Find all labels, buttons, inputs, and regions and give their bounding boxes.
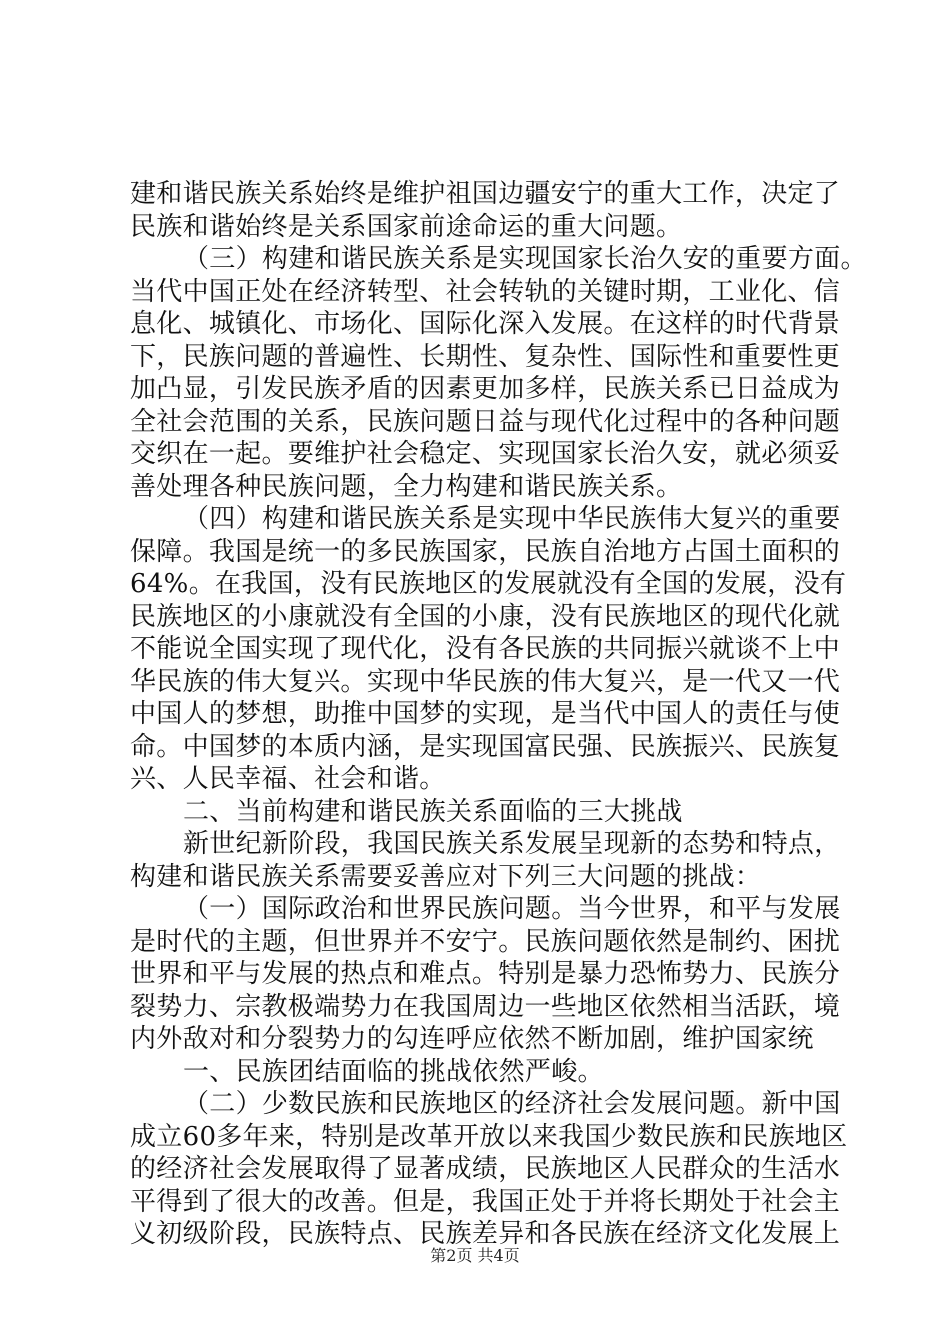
text-line: 命。中国梦的本质内涵，是实现国富民强、民族振兴、民族复 bbox=[130, 731, 841, 762]
text-line: 加凸显，引发民族矛盾的因素更加多样，民族关系已日益成为 bbox=[130, 374, 841, 404]
text-line: 下，民族问题的普遍性、长期性、复杂性、国际性和重要性更 bbox=[130, 341, 841, 372]
text-line: 义初级阶段，民族特点、民族差异和各民族在经济文化发展上 bbox=[130, 1219, 841, 1249]
text-line: 新世纪新阶段，我国民族关系发展呈现新的态势和特点， bbox=[183, 829, 841, 859]
text-line: 华民族的伟大复兴。实现中华民族的伟大复兴，是一代又一代 bbox=[130, 666, 841, 697]
section-heading: 二、当前构建和谐民族关系面临的三大挑战 bbox=[183, 796, 683, 827]
text-line: （四）构建和谐民族关系是实现中华民族伟大复兴的重要 bbox=[183, 504, 841, 534]
text-line: 保障。我国是统一的多民族国家，民族自治地方占国土面积的 bbox=[130, 536, 841, 567]
text-line: 的经济社会发展取得了显著成绩，民族地区人民群众的生活水 bbox=[130, 1154, 841, 1184]
text-line: 裂势力、宗教极端势力在我国周边一些地区依然相当活跃，境 bbox=[130, 991, 841, 1022]
text-line: 内外敌对和分裂势力的勾连呼应依然不断加剧，维护国家统 bbox=[130, 1024, 814, 1054]
text-line: 全社会范围的关系，民族问题日益与现代化过程中的各种问题 bbox=[130, 406, 841, 437]
text-line: 不能说全国实现了现代化，没有各民族的共同振兴就谈不上中 bbox=[130, 634, 841, 664]
text-line: 息化、城镇化、市场化、国际化深入发展。在这样的时代背景 bbox=[130, 309, 841, 339]
text-line: 世界和平与发展的热点和难点。特别是暴力恐怖势力、民族分 bbox=[130, 959, 841, 989]
text-line: （一）国际政治和世界民族问题。当今世界，和平与发展 bbox=[183, 894, 841, 924]
text-line: 交织在一起。要维护社会稳定、实现国家长治久安，就必须妥 bbox=[130, 439, 841, 469]
text-line: 民族地区的小康就没有全国的小康，没有民族地区的现代化就 bbox=[130, 601, 841, 632]
text-line: 民族和谐始终是关系国家前途命运的重大问题。 bbox=[130, 211, 683, 242]
text-line: 是时代的主题，但世界并不安宁。民族问题依然是制约、困扰 bbox=[130, 926, 841, 957]
text-line: 64%。在我国，没有民族地区的发展就没有全国的发展，没有 bbox=[130, 569, 847, 599]
text-line: 一、民族团结面临的挑战依然严峻。 bbox=[183, 1056, 604, 1087]
text-line: 中国人的梦想，助推中国梦的实现，是当代中国人的责任与使 bbox=[130, 699, 841, 729]
text-line: 平得到了很大的改善。但是，我国正处于并将长期处于社会主 bbox=[130, 1186, 841, 1217]
page-number-footer: 第2页 共4页 bbox=[430, 1246, 520, 1265]
text-line: 建和谐民族关系始终是维护祖国边疆安宁的重大工作，决定了 bbox=[130, 179, 841, 209]
text-line: 善处理各种民族问题，全力构建和谐民族关系。 bbox=[130, 471, 683, 502]
text-line: 当代中国正处在经济转型、社会转轨的关键时期，工业化、信 bbox=[130, 276, 841, 307]
text-line: 成立60多年来，特别是改革开放以来我国少数民族和民族地区 bbox=[130, 1121, 848, 1152]
text-line: 兴、人民幸福、社会和谐。 bbox=[130, 764, 446, 794]
text-line: （二）少数民族和民族地区的经济社会发展问题。新中国 bbox=[183, 1089, 841, 1119]
text-line: 构建和谐民族关系需要妥善应对下列三大问题的挑战： bbox=[130, 861, 762, 892]
text-line: （三）构建和谐民族关系是实现国家长治久安的重要方面。 bbox=[183, 244, 867, 274]
